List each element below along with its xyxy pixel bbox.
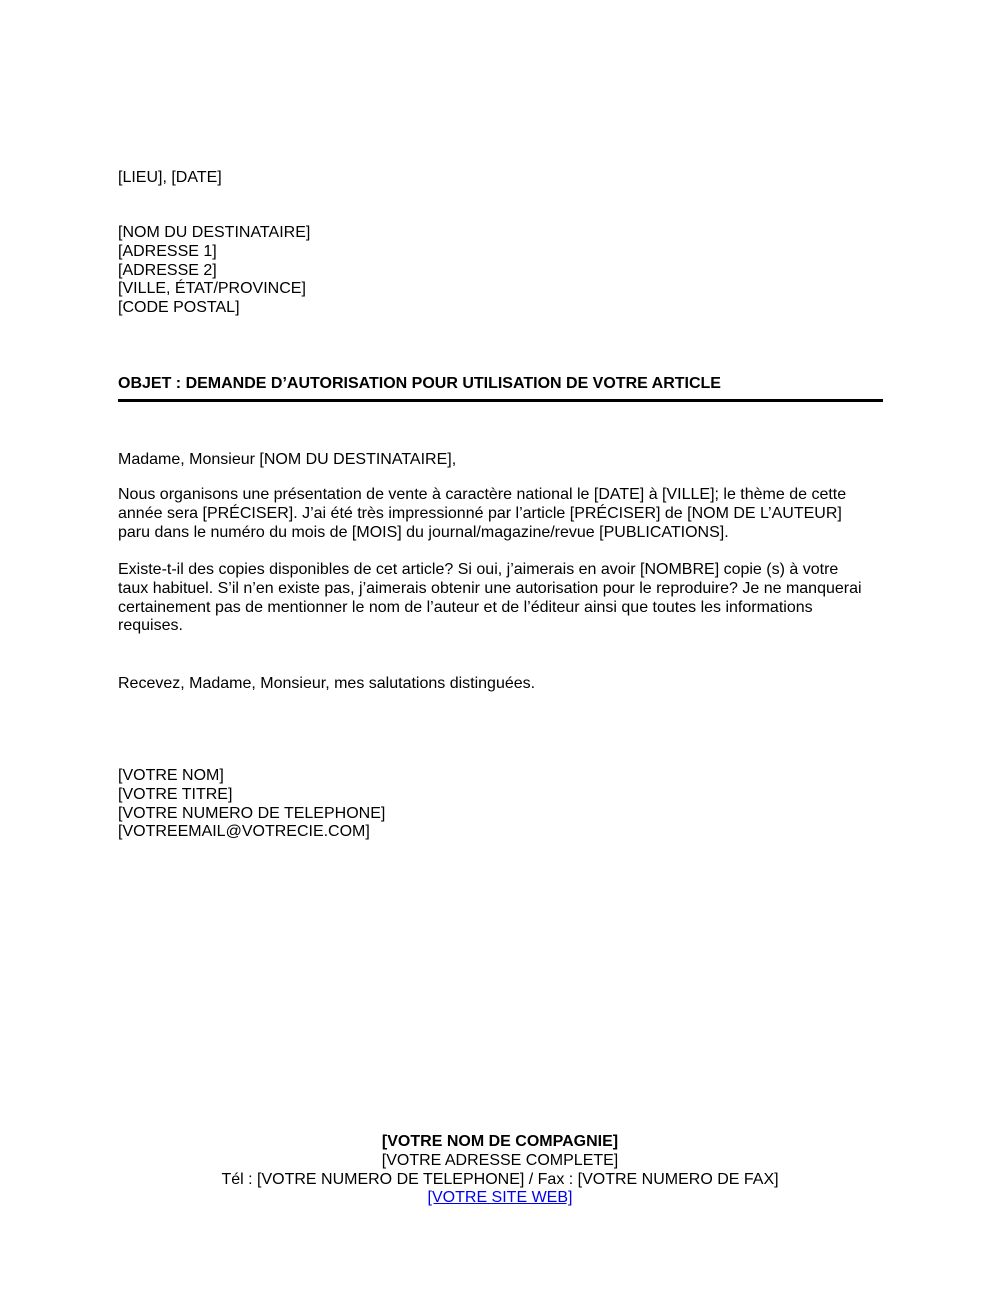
paragraph-1	[118, 486, 846, 542]
paragraph-2	[118, 561, 862, 636]
recipient-address-1: [ADRESSE 1]	[118, 242, 217, 260]
recipient-name: [NOM DU DESTINATAIRE]	[118, 224, 311, 241]
paragraph-2-line: taux habituel. S’il n’en existe pas, j’aimerais obtenir une autorisation pour le reproduire? Je ne manquerai	[118, 579, 862, 597]
footer-website-link[interactable]: [VOTRE SITE WEB]	[427, 1189, 573, 1207]
closing: Recevez, Madame, Monsieur, mes salutations distinguées.	[118, 675, 536, 692]
paragraph-1-line: Nous organisons une présentation de vente à caractère national le [DATE] à [VILLE]; le thème de cette	[118, 486, 847, 503]
signature-block	[118, 767, 385, 842]
paragraph-1-line: paru dans le numéro du mois de [MOIS] du journal/magazine/revue [PUBLICATIONS].	[118, 523, 729, 541]
paragraph-1-line: année sera [PRÉCISER]. J’ai été très impressionné par l’article [PRÉCISER] de [NOM DE L’AUTEUR]	[118, 504, 842, 522]
paragraph-2-line: Existe-t-il des copies disponibles de cet article? Si oui, j’aimerais en avoir [NOMBRE] copie (s) à votre	[118, 561, 839, 578]
signature-name: [VOTRE NOM]	[118, 767, 224, 784]
paragraph-2-line: requises.	[118, 617, 183, 635]
subject-divider	[118, 399, 883, 402]
recipient-address	[118, 224, 310, 318]
footer-company-name: [VOTRE NOM DE COMPAGNIE]	[381, 1133, 619, 1150]
signature-title: [VOTRE TITRE]	[118, 785, 233, 803]
recipient-address-2: [ADRESSE 2]	[118, 261, 217, 279]
salutation: Madame, Monsieur [NOM DU DESTINATAIRE],	[118, 451, 457, 468]
recipient-postal-code: [CODE POSTAL]	[118, 299, 240, 317]
footer-contact: Tél : [VOTRE NUMERO DE TELEPHONE] / Fax : [VOTRE NUMERO DE FAX]	[221, 1170, 779, 1188]
place-date: [LIEU], [DATE]	[118, 169, 222, 186]
signature-phone: [VOTRE NUMERO DE TELEPHONE]	[118, 804, 386, 822]
recipient-city-state: [VILLE, ÉTAT/PROVINCE]	[118, 280, 306, 298]
paragraph-2-line: certainement pas de mentionner le nom de l’auteur et de l’éditeur ainsi que toutes les informations	[118, 598, 813, 616]
footer-address: [VOTRE ADRESSE COMPLETE]	[381, 1151, 619, 1169]
letterhead-footer	[0, 1133, 1000, 1208]
subject-line: OBJET : DEMANDE D’AUTORISATION POUR UTILISATION DE VOTRE ARTICLE	[118, 375, 721, 392]
signature-email: [VOTREEMAIL@VOTRECIE.COM]	[118, 823, 370, 841]
